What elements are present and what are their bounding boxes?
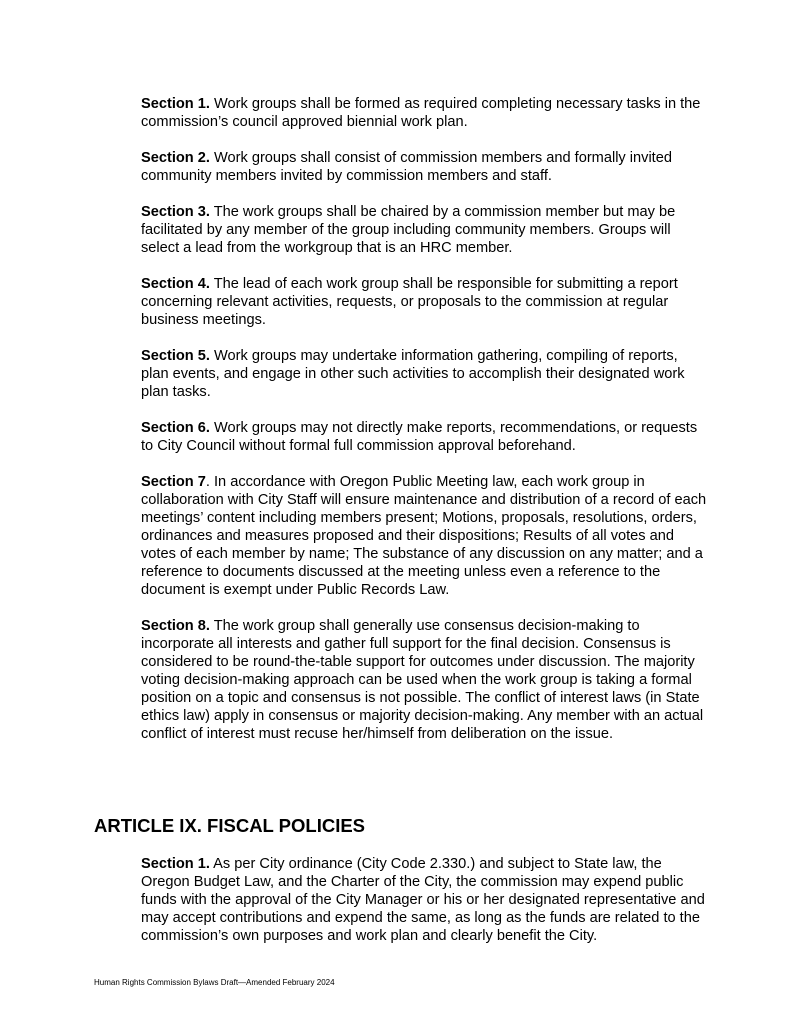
section-title: Section 4. — [141, 276, 210, 292]
section-title: Section 3. — [141, 204, 210, 220]
section-text: The lead of each work group shall be responsible for submitting a report concerning relevant activities, requests, or proposals to the commission at regular business meetings. — [141, 276, 678, 328]
section-title: Section 8. — [141, 618, 210, 634]
section-title: Section 2. — [141, 150, 210, 166]
article-heading: ARTICLE IX. FISCAL POLICIES — [94, 815, 366, 836]
section-text: Work groups shall be formed as required completing necessary tasks in the commission’s council approved biennial work plan. — [141, 96, 701, 130]
article-body — [141, 855, 707, 963]
section-1 — [141, 95, 707, 131]
section-title: Section 7 — [141, 474, 206, 490]
section-title: Section 6. — [141, 420, 210, 436]
section-title: Section 5. — [141, 348, 210, 364]
section-text: Work groups may undertake information gathering, compiling of reports, plan events, and engage in other such activities to accomplish their designated work plan tasks. — [141, 348, 685, 400]
section-text: . In accordance with Oregon Public Meeting law, each work group in collaboration with City Staff will ensure maintenance and distribution of a record of each meetings’ content including members present; Motions, proposals, resolutions, orders, ordinances and measures proposed and their dispositions; Results of all votes and votes of each member by name; The substance of any discussion on any matter; and a reference to documents discussed at the meeting unless even a reference to the document is exempt under Public Records Law. — [141, 474, 707, 598]
section-text: The work groups shall be chaired by a commission member but may be facilitated by any member of the group including community members. Groups will select a lead from the workgroup that is an HRC member. — [141, 204, 676, 256]
section-5 — [141, 347, 707, 401]
section-text: Work groups shall consist of commission members and formally invited community members invited by commission members and staff. — [141, 150, 672, 184]
section-text: As per City ordinance (City Code 2.330.) and subject to State law, the Oregon Budget Law, and the Charter of the City, the commission may expend public funds with the approval of the City Manager or his or her designated representative and may accept contributions and expend the same, as long as the funds are related to the commission’s own purposes and work plan and clearly benefit the City. — [141, 856, 705, 944]
section-title: Section 1. — [141, 856, 210, 872]
section-3 — [141, 203, 707, 257]
section-text: The work group shall generally use consensus decision-making to incorporate all interests and gather full support for the final decision. Consensus is considered to be round-the-table support for outcomes under discussion. The majority voting decision-making approach can be used when the work group is taking a formal position on a topic and consensus is not possible. The conflict of interest laws (in State ethics law) apply in consensus or majority decision-making. Any member with an actual conflict of interest must recuse her/himself from deliberation on the issue. — [141, 618, 704, 742]
section-6 — [141, 419, 707, 455]
article-section-1 — [141, 855, 707, 945]
page-footer: Human Rights Commission Bylaws Draft—Amended February 2024 — [94, 978, 335, 987]
section-text: Work groups may not directly make reports, recommendations, or requests to City Council without formal full commission approval beforehand. — [141, 420, 698, 454]
section-title: Section 1. — [141, 96, 210, 112]
section-2 — [141, 149, 707, 185]
section-7 — [141, 473, 707, 599]
section-8 — [141, 617, 707, 743]
section-4 — [141, 275, 707, 329]
work-group-sections — [141, 95, 707, 761]
